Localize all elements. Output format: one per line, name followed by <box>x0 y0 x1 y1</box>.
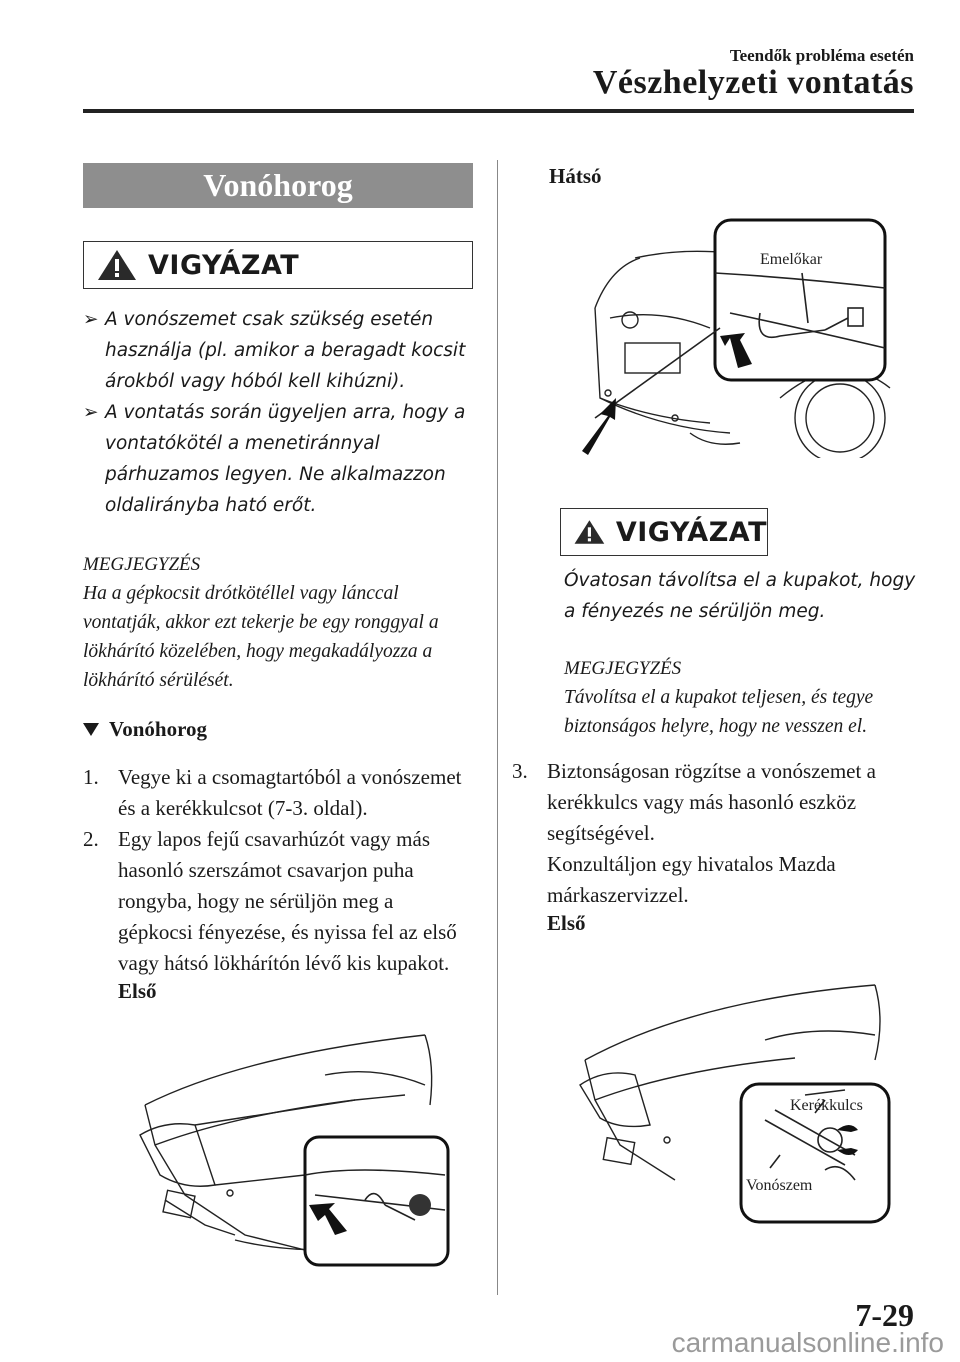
note-text: Távolítsa el a kupakot teljesen, és tegye biztonságos helyre, hogy ne vesszen el. <box>564 687 874 737</box>
arrow-bullet-icon: ➢ <box>83 402 99 423</box>
rear-label: Hátsó <box>549 164 602 188</box>
page-number: 7-29 <box>855 1297 914 1333</box>
steps-list <box>83 762 473 979</box>
note-heading: MEGJEGYZÉS <box>564 658 682 679</box>
front-label: Első <box>118 979 157 1003</box>
right-caution-wrap <box>560 508 768 556</box>
section-title-bar: Vonóhorog <box>83 163 473 208</box>
left-column <box>83 160 473 1004</box>
step-item: 2. Egy lapos fejű csavarhúzót vagy más hasonló szerszámot csavarjon puha rongyba, hogy ne sérüljön meg a gépkocsi fényezése, és nyissa fel az első vagy hátsó lökhárítón lévő kis kupakot. <box>83 827 457 975</box>
warning-icon <box>573 515 606 549</box>
subsection-heading: Vonóhorog <box>83 717 473 742</box>
tow-eye-label: Vonószem <box>746 1177 813 1194</box>
warning-icon <box>96 248 138 282</box>
caution-box <box>560 508 768 556</box>
wrench-label: Kerékkulcs <box>790 1097 863 1114</box>
right-body <box>564 565 916 741</box>
note-text: Ha a gépkocsit drótkötéllel vagy lánccal vontatják, akkor ezt tekerje be egy ronggyal a lökhárító közelében, hogy megakadályozza a lökhárító sérülését. <box>83 583 439 691</box>
page-title: Vészhelyzeti vontatás <box>592 64 914 101</box>
column-divider <box>497 160 498 1295</box>
caution-label: VIGYÁZAT <box>148 249 300 281</box>
right-steps <box>512 756 916 936</box>
front-bumper-illustration <box>125 1025 450 1270</box>
caution-item: ➢ A vontatás során ügyeljen arra, hogy a vontatókötél a menetiránnyal párhuzamos legyen. Ne alkalmazzon oldalirányba ható erőt. <box>83 397 473 521</box>
step-item: 3. Biztonságosan rögzítse a vonószemet a kerékkulcs vagy más hasonló eszköz segítségével. <box>512 759 876 845</box>
caution-text: Óvatosan távolítsa el a kupakot, hogy a fényezés ne sérüljön meg. <box>564 570 916 622</box>
right-column <box>512 160 916 189</box>
step-note: Konzultáljon egy hivatalos Mazda márkaszervizzel. <box>547 852 836 907</box>
caution-item: ➢ A vonószemet csak szükség esetén használja (pl. amikor a beragadt kocsit árokból vagy hóból kell kihúzni). <box>83 304 473 397</box>
caution-list <box>83 304 473 521</box>
front-label: Első <box>547 911 586 935</box>
watermark: carmanualsonline.info <box>671 1327 944 1358</box>
section-header: Teendők probléma esetén <box>729 46 914 65</box>
note-heading: MEGJEGYZÉS <box>83 554 201 575</box>
lever-label: Emelőkar <box>760 251 823 268</box>
rear-bumper-illustration <box>580 218 895 458</box>
caution-label: VIGYÁZAT <box>615 516 767 548</box>
caution-box <box>83 241 473 289</box>
arrow-bullet-icon: ➢ <box>83 309 99 330</box>
triangle-down-icon <box>83 723 99 736</box>
header-rule <box>83 109 914 113</box>
step-item: 1. Vegye ki a csomagtartóból a vonószemet és a kerékkulcsot (7-3. oldal). <box>83 765 462 820</box>
tow-eye-install-illustration <box>575 980 895 1225</box>
